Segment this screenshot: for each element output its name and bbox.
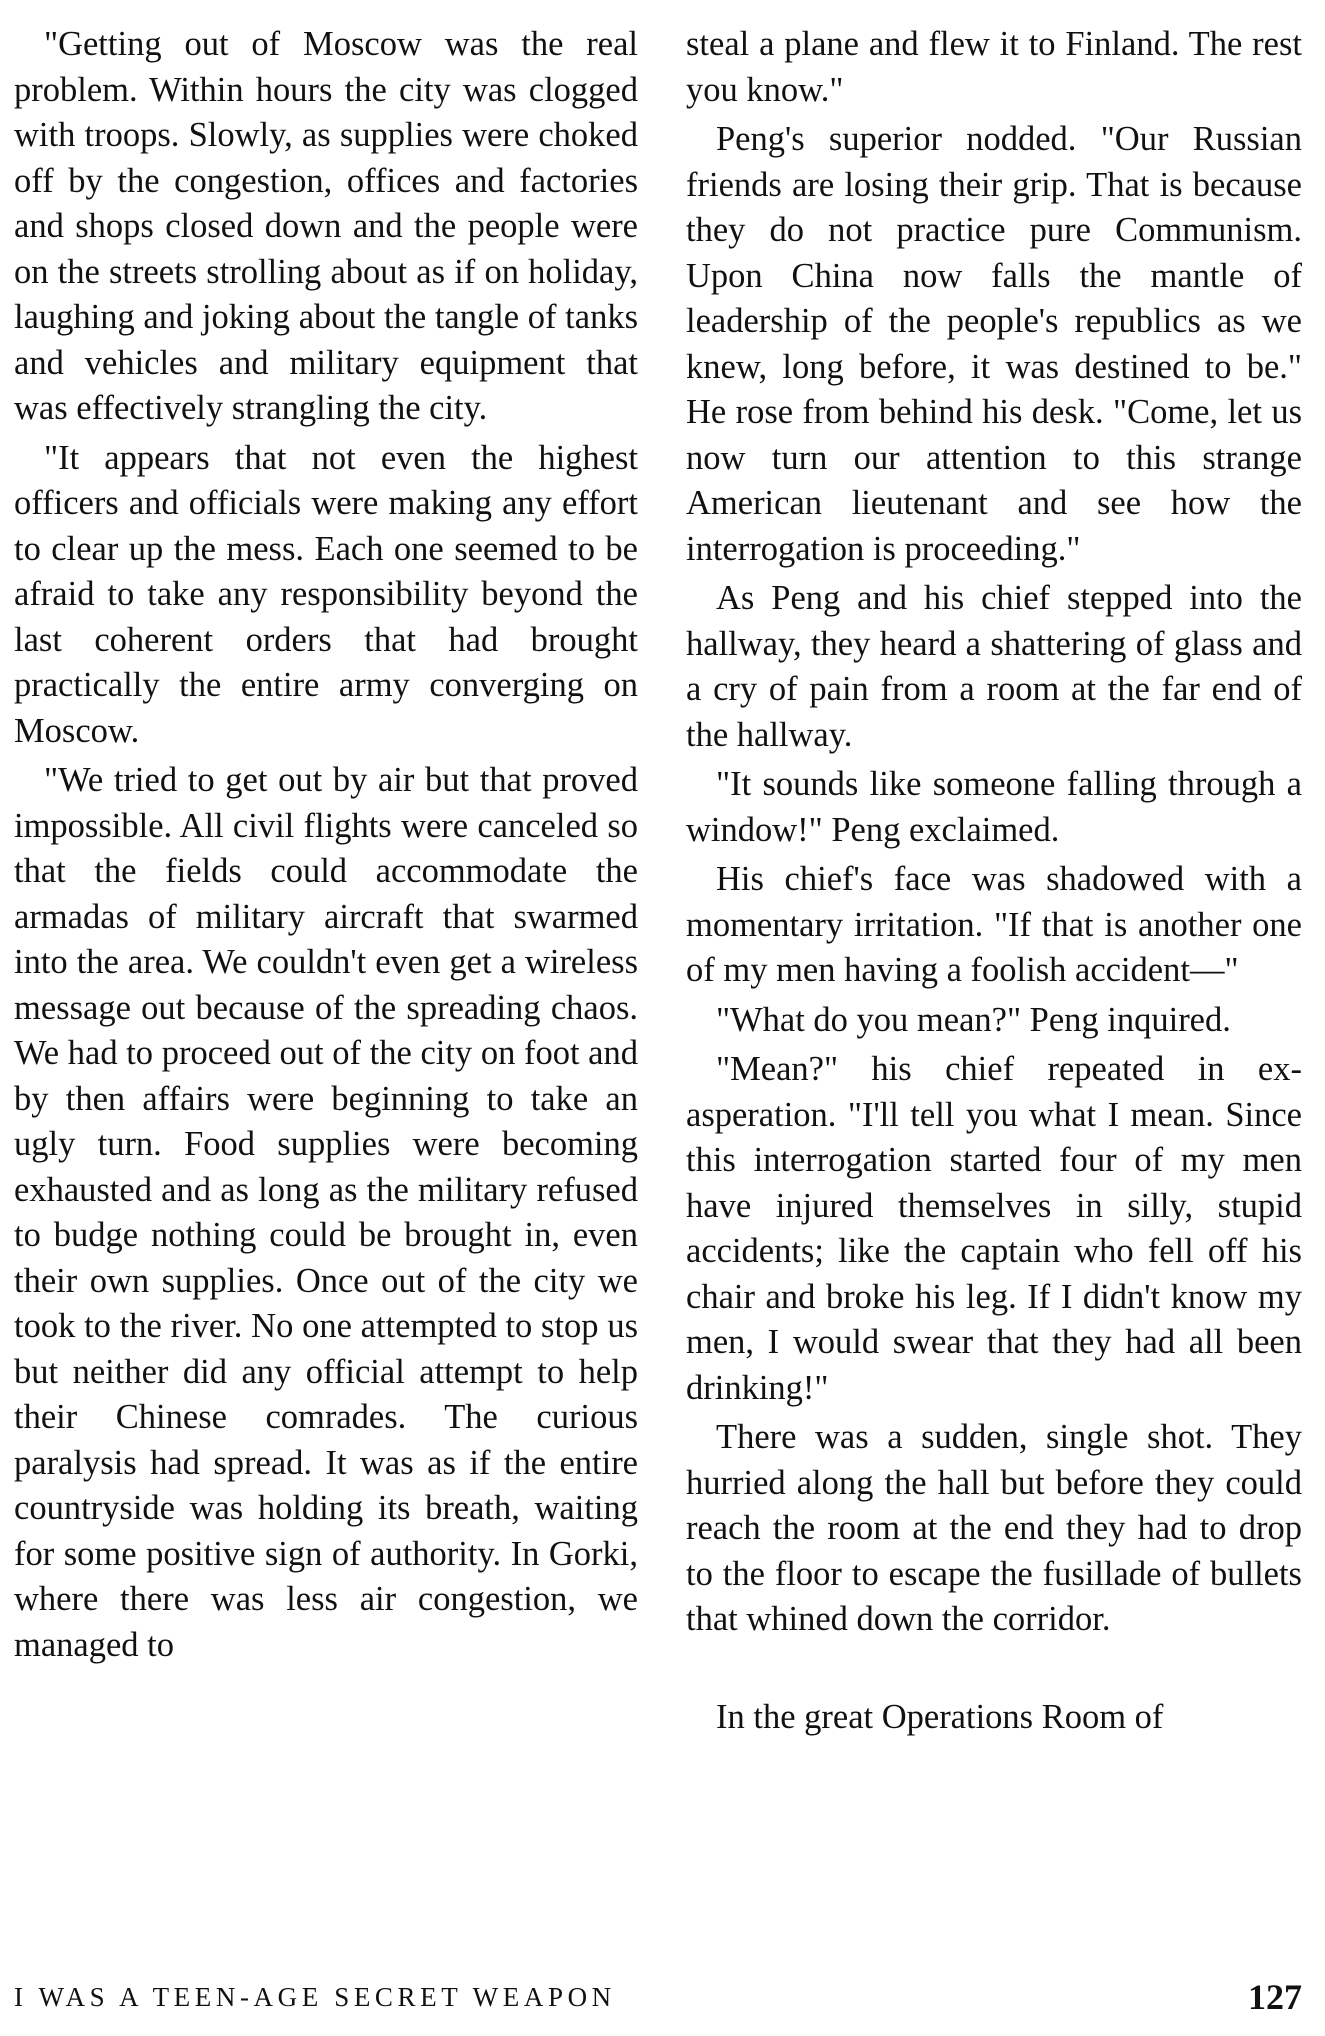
body-paragraph: "We tried to get out by air but that proved impossible. All civil flights were canceled so that the fields could accommodate the armadas of military aircraft that swarmed into the area. We couldn't even get a wireless message out because of the spreading chaos. We had to proceed out of the city on foot and by then affairs were beginning to take an ugly turn. Food supplies were becoming exhausted and as long as the military refused to budge nothing could be brought in, even their own supplies. Once out of the city we took to the river. No one attempted to stop us but neither did any official attempt to help their Chinese comrades. The curious paralysis had spread. It was as if the entire countryside was holding its breath, waiting for some positive sign of authority. In Gorki, where there was less air congestion, we managed to [14, 761, 638, 1664]
page-footer [14, 1975, 1302, 2019]
continued-paragraph: steal a plane and flew it to Finland. The rest you know." [686, 25, 1302, 109]
section-start-paragraph: In the great Operations Room of [716, 1697, 1164, 1736]
body-paragraph: Peng's superior nodded. "Our Russian friends are losing their grip. That is because they do not practice pure Communism. Upon China now falls the mantle of leadership of the people's republics as we knew, long before, it was destined to be." He rose from behind his desk. "Come, let us now turn our attention to this strange American lieutenant and see how the interrogation is proceeding." [686, 120, 1302, 568]
body-paragraph: There was a sudden, single shot. They hurried along the hall but before they could reach the room at the end they had to drop to the floor to escape the fusillade of bullets that whined down the corridor. [686, 1418, 1302, 1638]
body-paragraph: "It appears that not even the highest officers and officials were making any effort to clear up the mess. Each one seemed to be afraid to take any responsibility beyond the last coherent orders that had brought practically the entire army converging on Moscow. [14, 438, 638, 750]
body-paragraph: "Getting out of Moscow was the real problem. Within hours the city was clogged with troops. Slowly, as supplies were choked off by the congestion, offices and factories and shops closed down and the people were on the streets strolling about as if on holiday, laughing and joking about the tangle of tanks and vehicles and military equipment that was effectively strangling the city. [14, 25, 638, 427]
right-column [686, 22, 1302, 1744]
body-paragraph: "What do you mean?" Peng inquired. [716, 1000, 1231, 1039]
body-paragraph: "Mean?" his chief repeated in exasperation. "I'll tell you what I mean. Since this interrogation started four of my men have injured themselves in silly, stupid accidents; like the captain who fell off his chair and broke his leg. If I didn't know my men, I would swear that they had all been drinking!" [686, 1050, 1302, 1407]
left-column [14, 22, 638, 1672]
body-paragraph: As Peng and his chief stepped into the hallway, they heard a shattering of glass and a cry of pain from a room at the far end of the hallway. [686, 579, 1302, 754]
body-paragraph: "It sounds like someone falling through a window!" Peng exclaimed. [686, 765, 1302, 849]
page-number: 127 [1248, 1977, 1302, 2017]
running-title: I WAS A TEEN-AGE SECRET WEAPON [14, 1981, 616, 2012]
body-paragraph: His chief's face was shadowed with a momentary irritation. "If that is another one of my men having a foolish accident—" [686, 860, 1302, 989]
